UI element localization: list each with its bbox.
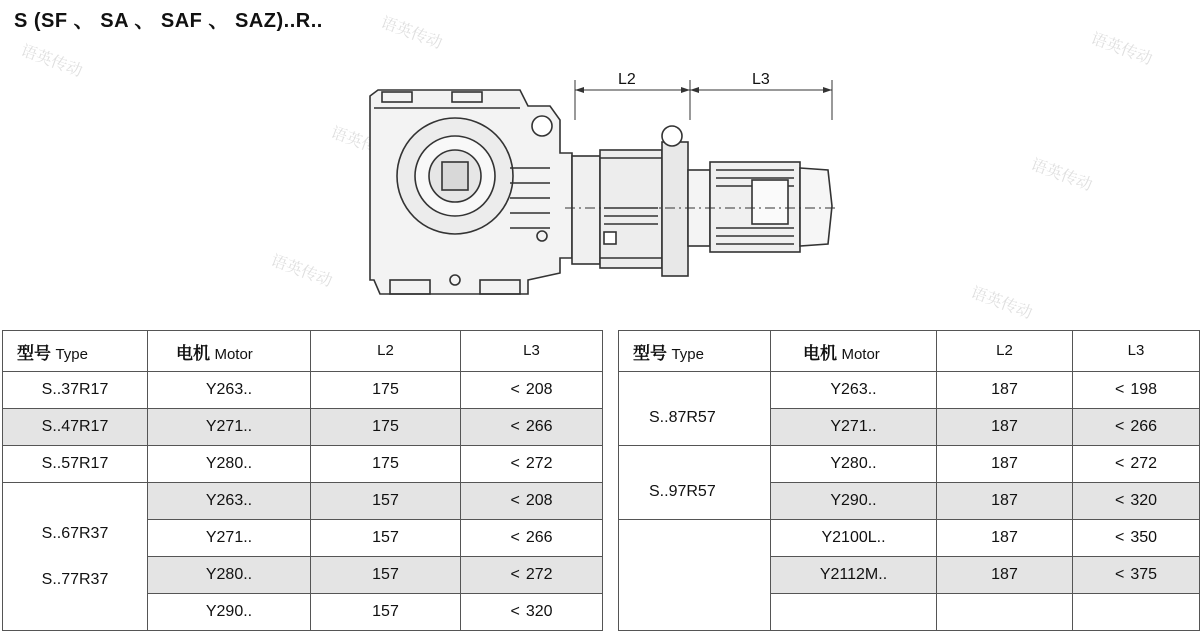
type-cell: S..37R17 <box>3 372 148 409</box>
l2-cell: 187 <box>937 520 1073 557</box>
header-motor: 电机 Motor <box>148 331 311 372</box>
watermark: 语英传动 <box>1088 28 1155 69</box>
watermark: 语英传动 <box>968 282 1035 323</box>
right-spec-table <box>618 330 1200 631</box>
l2-cell: 187 <box>937 557 1073 594</box>
l2-cell: 187 <box>937 409 1073 446</box>
dimension-l2-label: L2 <box>618 71 636 88</box>
l3-cell: < 266 <box>461 409 603 446</box>
motor-cell: Y2112M.. <box>771 557 937 594</box>
motor-cell: Y280.. <box>148 446 311 483</box>
dimension-l3-label: L3 <box>752 71 770 88</box>
header-l3: L3 <box>1073 331 1200 372</box>
table-row <box>3 483 603 520</box>
header-type: 型号 Type <box>619 331 771 372</box>
l2-cell: 187 <box>937 446 1073 483</box>
l3-cell: < 375 <box>1073 557 1200 594</box>
motor-cell: Y271.. <box>148 409 311 446</box>
type-cell-merged: S..97R57 <box>619 446 771 520</box>
type-cell: S..57R17 <box>3 446 148 483</box>
motor-cell: Y271.. <box>771 409 937 446</box>
watermark: 语英传动 <box>1028 154 1095 195</box>
l3-cell: < 272 <box>461 446 603 483</box>
header-l2: L2 <box>311 331 461 372</box>
table-header-row <box>619 331 1200 372</box>
l3-cell: < 320 <box>1073 483 1200 520</box>
table-header-row <box>3 331 603 372</box>
l3-cell: < 208 <box>461 372 603 409</box>
empty-cell <box>937 594 1073 631</box>
header-l3: L3 <box>461 331 603 372</box>
table-row <box>619 372 1200 409</box>
type-cell: S..47R17 <box>3 409 148 446</box>
motor-cell: Y263.. <box>771 372 937 409</box>
l3-cell: < 266 <box>1073 409 1200 446</box>
type-cell-merged: S..67R37 S..77R37 <box>3 483 148 631</box>
l3-cell: < 320 <box>461 594 603 631</box>
empty-cell <box>1073 594 1200 631</box>
motor-cell: Y280.. <box>771 446 937 483</box>
l2-cell: 175 <box>311 446 461 483</box>
l3-cell: < 198 <box>1073 372 1200 409</box>
type-cell-merged: S..87R57 <box>619 372 771 446</box>
header-l2: L2 <box>937 331 1073 372</box>
motor-cell: Y263.. <box>148 483 311 520</box>
l2-cell: 175 <box>311 372 461 409</box>
l3-cell: < 266 <box>461 520 603 557</box>
header-motor: 电机 Motor <box>771 331 937 372</box>
motor-cell: Y290.. <box>771 483 937 520</box>
l2-cell: 157 <box>311 594 461 631</box>
motor-cell: Y271.. <box>148 520 311 557</box>
table-row <box>3 372 603 409</box>
watermark: 语英传动 <box>378 12 445 53</box>
motor-cell: Y2100L.. <box>771 520 937 557</box>
watermark: 语英传动 <box>18 40 85 81</box>
table-row <box>619 520 1200 557</box>
page-title: S (SF 、 SA 、 SAF 、 SAZ)..R.. <box>14 10 323 32</box>
watermark: 语英传动 <box>328 122 395 163</box>
type-cell-empty <box>619 520 771 631</box>
header-type: 型号 Type <box>3 331 148 372</box>
l2-cell: 157 <box>311 557 461 594</box>
l2-cell: 157 <box>311 483 461 520</box>
table-row <box>3 409 603 446</box>
motor-cell: Y280.. <box>148 557 311 594</box>
empty-cell <box>771 594 937 631</box>
l2-cell: 157 <box>311 520 461 557</box>
l2-cell: 187 <box>937 372 1073 409</box>
motor-cell: Y263.. <box>148 372 311 409</box>
watermark: 语英传动 <box>268 250 335 291</box>
table-row <box>619 446 1200 483</box>
l3-cell: < 350 <box>1073 520 1200 557</box>
table-row <box>3 446 603 483</box>
l3-cell: < 272 <box>1073 446 1200 483</box>
l2-cell: 187 <box>937 483 1073 520</box>
gearmotor-drawing <box>360 58 880 308</box>
l3-cell: < 208 <box>461 483 603 520</box>
l2-cell: 175 <box>311 409 461 446</box>
l3-cell: < 272 <box>461 557 603 594</box>
left-spec-table <box>2 330 603 631</box>
motor-cell: Y290.. <box>148 594 311 631</box>
